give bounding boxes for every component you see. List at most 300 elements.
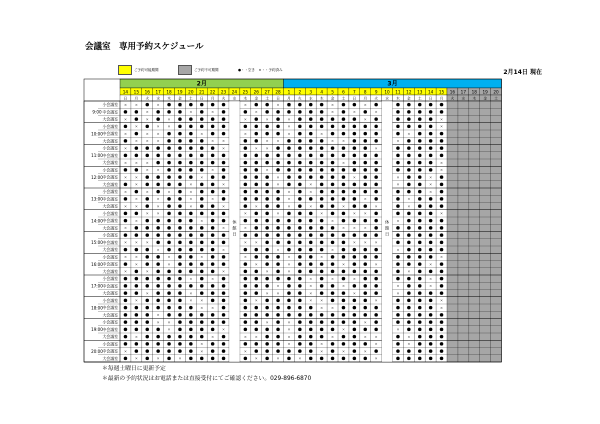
open-dot — [320, 270, 324, 274]
open-dot — [353, 204, 357, 208]
weekday-label: 火 — [298, 96, 302, 101]
reserved-mark: × — [352, 226, 356, 231]
open-dot — [244, 277, 248, 281]
open-dot — [407, 262, 411, 266]
open-dot — [309, 313, 313, 317]
room-label: 中会議室 — [102, 261, 118, 267]
open-dot — [418, 226, 422, 230]
open-dot — [364, 154, 368, 158]
open-dot — [320, 146, 324, 150]
weekday-label: 金 — [483, 96, 487, 101]
open-dot — [200, 197, 204, 201]
open-dot — [320, 168, 324, 172]
open-dot — [396, 204, 400, 208]
open-dot — [146, 342, 150, 346]
open-dot — [309, 168, 313, 172]
open-dot — [298, 154, 302, 158]
open-dot — [146, 154, 150, 158]
open-dot — [146, 197, 150, 201]
reserved-mark: × — [320, 298, 324, 303]
day-label: 23 — [220, 89, 227, 95]
room-label: 中会議室 — [102, 326, 118, 332]
open-dot — [276, 110, 280, 114]
reserved-mark: × — [211, 276, 215, 281]
reserved-mark: × — [352, 240, 356, 245]
open-dot — [374, 291, 378, 295]
open-dot — [418, 197, 422, 201]
open-dot — [189, 233, 193, 237]
day-label: 5 — [331, 89, 334, 95]
open-dot — [124, 335, 128, 339]
weekday-label: 金 — [407, 96, 411, 101]
open-dot — [200, 110, 204, 114]
open-dot — [364, 291, 368, 295]
day-label: 18 — [166, 89, 172, 95]
open-dot — [320, 291, 324, 295]
open-dot — [222, 262, 226, 266]
reserved-mark: × — [374, 334, 378, 339]
reserved-mark: × — [222, 247, 226, 252]
open-dot — [200, 226, 204, 230]
open-dot — [374, 117, 378, 121]
reserved-mark: × — [123, 204, 127, 209]
open-dot — [156, 161, 160, 165]
reserved-mark: × — [222, 146, 226, 151]
open-dot — [167, 219, 171, 223]
open-dot — [276, 125, 280, 129]
note-line: ＊毎週土曜日に更新予定 — [102, 366, 166, 372]
open-dot — [167, 270, 171, 274]
open-dot — [353, 335, 357, 339]
open-dot — [309, 175, 313, 179]
open-dot — [298, 219, 302, 223]
open-dot — [320, 125, 324, 129]
reserved-mark: × — [134, 175, 138, 180]
open-dot — [167, 299, 171, 303]
open-dot — [211, 226, 215, 230]
open-dot — [146, 284, 150, 288]
open-dot — [407, 349, 411, 353]
open-dot — [364, 125, 368, 129]
open-dot — [364, 262, 368, 266]
open-dot — [364, 357, 368, 361]
open-dot — [255, 291, 259, 295]
open-dot — [353, 313, 357, 317]
open-dot — [407, 284, 411, 288]
open-dot — [353, 262, 357, 266]
open-dot — [244, 262, 248, 266]
reserved-mark: × — [134, 139, 138, 144]
open-dot — [255, 284, 259, 288]
open-dot — [320, 110, 324, 114]
weekday-label: 水 — [232, 96, 237, 101]
open-dot — [320, 320, 324, 324]
open-dot — [287, 248, 291, 252]
open-dot — [265, 132, 269, 136]
reserved-mark: × — [320, 349, 324, 354]
open-dot — [418, 219, 422, 223]
open-dot — [244, 175, 248, 179]
reserved-mark: × — [363, 349, 367, 354]
reserved-mark: × — [265, 139, 269, 144]
reserved-mark: × — [429, 284, 433, 289]
reserved-mark: × — [396, 327, 400, 332]
room-label: 小会議室 — [102, 232, 118, 238]
open-dot — [135, 248, 139, 252]
open-dot — [418, 357, 422, 361]
room-label: 大会議室 — [102, 181, 118, 187]
open-dot — [342, 306, 346, 310]
open-dot — [222, 212, 226, 216]
open-dot — [178, 241, 182, 245]
open-dot — [189, 255, 193, 259]
open-dot — [440, 197, 444, 201]
reserved-mark: × — [440, 211, 444, 216]
reserved-mark: × — [156, 131, 160, 136]
open-dot — [135, 233, 139, 237]
reserved-mark: × — [211, 139, 215, 144]
open-dot — [429, 154, 433, 158]
open-dot — [156, 284, 160, 288]
open-dot — [418, 349, 422, 353]
open-dot — [407, 212, 411, 216]
open-dot — [298, 306, 302, 310]
open-dot — [364, 146, 368, 150]
open-dot — [211, 175, 215, 179]
weekday-label: 水 — [461, 96, 466, 101]
open-dot — [429, 335, 433, 339]
open-dot — [156, 183, 160, 187]
open-dot — [331, 342, 335, 346]
open-dot — [298, 335, 302, 339]
open-dot — [440, 183, 444, 187]
open-dot — [396, 146, 400, 150]
open-dot — [407, 306, 411, 310]
reserved-mark: × — [363, 102, 367, 107]
open-dot — [265, 349, 269, 353]
reserved-mark: × — [287, 124, 291, 129]
open-dot — [124, 183, 128, 187]
open-dot — [167, 168, 171, 172]
open-dot — [200, 313, 204, 317]
open-dot — [440, 154, 444, 158]
open-dot — [440, 342, 444, 346]
open-dot — [429, 291, 433, 295]
open-dot — [211, 349, 215, 353]
reserved-mark: × — [156, 168, 160, 173]
open-dot — [320, 335, 324, 339]
reserved-mark: × — [243, 240, 247, 245]
reserved-mark: × — [243, 226, 247, 231]
reserved-mark: × — [287, 320, 291, 325]
open-dot — [440, 328, 444, 332]
open-dot — [255, 183, 259, 187]
open-dot — [320, 226, 324, 230]
open-dot — [331, 320, 335, 324]
reserved-mark: × — [429, 276, 433, 281]
reserved-mark: × — [123, 240, 127, 245]
open-dot — [331, 284, 335, 288]
room-label: 大会議室 — [102, 334, 118, 340]
open-dot — [200, 139, 204, 143]
open-dot — [298, 349, 302, 353]
open-dot — [298, 132, 302, 136]
open-dot — [353, 357, 357, 361]
open-dot — [265, 255, 269, 259]
open-dot — [211, 117, 215, 121]
reserved-mark: × — [222, 204, 226, 209]
weekday-label: 木 — [396, 96, 400, 101]
open-dot — [287, 161, 291, 165]
open-dot — [440, 277, 444, 281]
open-dot — [331, 270, 335, 274]
open-dot — [211, 328, 215, 332]
open-dot — [124, 306, 128, 310]
open-dot — [407, 103, 411, 107]
open-dot — [374, 277, 378, 281]
reserved-mark: × — [440, 117, 444, 122]
open-dot — [331, 262, 335, 266]
open-dot — [407, 299, 411, 303]
open-dot — [255, 197, 259, 201]
open-dot — [222, 168, 226, 172]
page-title: 会議室 専用予約スケジュール — [85, 42, 204, 52]
open-dot — [364, 255, 368, 259]
open-dot — [309, 349, 313, 353]
open-dot — [156, 342, 160, 346]
open-dot — [353, 183, 357, 187]
day-label: 12 — [406, 89, 412, 95]
open-dot — [396, 154, 400, 158]
open-dot — [189, 270, 193, 274]
reserved-mark: × — [134, 197, 138, 202]
reserved-mark: × — [407, 204, 411, 209]
open-dot — [396, 299, 400, 303]
open-dot — [156, 146, 160, 150]
open-dot — [178, 190, 182, 194]
day-label: 20 — [188, 89, 194, 95]
room-label: 大会議室 — [102, 116, 118, 122]
reserved-mark: × — [331, 102, 335, 107]
reserved-mark: × — [320, 211, 324, 216]
open-dot — [167, 349, 171, 353]
reserved-mark: × — [287, 342, 291, 347]
open-dot — [320, 357, 324, 361]
open-dot — [124, 125, 128, 129]
open-dot — [200, 262, 204, 266]
open-dot — [124, 313, 128, 317]
open-dot — [211, 132, 215, 136]
open-dot — [287, 349, 291, 353]
open-dot — [189, 262, 193, 266]
open-dot — [156, 262, 160, 266]
open-dot — [124, 139, 128, 143]
open-dot — [353, 197, 357, 201]
open-dot — [353, 306, 357, 310]
day-label: 2 — [298, 89, 302, 95]
open-dot — [407, 146, 411, 150]
open-dot — [135, 284, 139, 288]
open-dot — [265, 306, 269, 310]
day-label: 10 — [384, 89, 390, 95]
open-dot — [374, 125, 378, 129]
reserved-mark: × — [222, 226, 226, 231]
room-label: 小会議室 — [102, 297, 118, 303]
open-dot — [287, 219, 291, 223]
open-dot — [189, 132, 193, 136]
open-dot — [298, 204, 302, 208]
open-dot — [331, 357, 335, 361]
open-dot — [124, 357, 128, 361]
open-dot — [309, 248, 313, 252]
reserved-mark: × — [341, 284, 345, 289]
open-dot — [287, 212, 291, 216]
reserved-mark: × — [189, 276, 193, 281]
open-dot — [135, 154, 139, 158]
open-dot — [298, 168, 302, 172]
open-dot — [276, 313, 280, 317]
open-dot — [222, 342, 226, 346]
open-dot — [178, 117, 182, 121]
reserved-mark: × — [243, 102, 247, 107]
open-dot — [189, 175, 193, 179]
open-dot — [429, 161, 433, 165]
open-dot — [374, 175, 378, 179]
open-dot — [331, 299, 335, 303]
open-dot — [364, 299, 368, 303]
open-dot — [331, 313, 335, 317]
open-dot — [407, 219, 411, 223]
open-dot — [298, 284, 302, 288]
closed-day-char: 館 — [384, 225, 390, 231]
open-dot — [364, 342, 368, 346]
reserved-mark: × — [440, 160, 444, 165]
open-dot — [298, 313, 302, 317]
reserved-mark: × — [276, 291, 280, 296]
day-label: 14 — [427, 89, 434, 95]
reserved-mark: × — [287, 197, 291, 202]
open-dot — [244, 190, 248, 194]
reserved-mark: × — [407, 342, 411, 347]
reserved-mark: × — [156, 313, 160, 318]
open-dot — [178, 219, 182, 223]
day-label: 19 — [177, 89, 183, 95]
open-dot — [276, 161, 280, 165]
open-dot — [211, 270, 215, 274]
open-dot — [156, 226, 160, 230]
open-dot — [418, 168, 422, 172]
open-dot — [342, 241, 346, 245]
day-label: 26 — [253, 89, 259, 95]
open-dot — [407, 125, 411, 129]
open-dot — [178, 291, 182, 295]
open-dot — [178, 335, 182, 339]
open-dot — [364, 175, 368, 179]
open-dot — [298, 299, 302, 303]
open-dot — [407, 175, 411, 179]
open-dot — [255, 306, 259, 310]
weekday-label: 火 — [145, 96, 150, 101]
reserved-mark: × — [222, 327, 226, 332]
reserved-mark: × — [145, 160, 149, 165]
open-dot — [298, 117, 302, 121]
open-dot — [189, 117, 193, 121]
open-dot — [276, 328, 280, 332]
open-dot — [156, 175, 160, 179]
open-dot — [418, 212, 422, 216]
open-dot — [320, 233, 324, 237]
open-dot — [156, 255, 160, 259]
weekday-label: 日 — [352, 96, 357, 101]
open-dot — [189, 335, 193, 339]
open-dot — [244, 233, 248, 237]
reserved-mark: × — [134, 218, 138, 223]
open-dot — [124, 219, 128, 223]
day-label: 16 — [144, 89, 150, 95]
reserved-mark: × — [134, 204, 138, 209]
day-label: 25 — [242, 89, 249, 95]
reserved-mark: × — [189, 298, 193, 303]
weekday-label: 月 — [134, 96, 139, 101]
open-dot — [287, 103, 291, 107]
open-dot — [287, 110, 291, 114]
open-dot — [265, 226, 269, 230]
open-dot — [440, 248, 444, 252]
reserved-mark: × — [156, 102, 160, 107]
reserved-mark: × — [243, 211, 247, 216]
reserved-mark: × — [200, 175, 204, 180]
room-label: 中会議室 — [102, 239, 118, 245]
open-dot — [342, 190, 346, 194]
open-dot — [396, 313, 400, 317]
open-dot — [124, 154, 128, 158]
open-dot — [189, 306, 193, 310]
open-dot — [298, 241, 302, 245]
open-dot — [331, 349, 335, 353]
open-dot — [276, 197, 280, 201]
open-dot — [146, 125, 150, 129]
open-dot — [309, 146, 313, 150]
open-dot — [189, 161, 193, 165]
open-dot — [265, 299, 269, 303]
open-dot — [418, 190, 422, 194]
reserved-mark: × — [123, 131, 127, 136]
open-dot — [342, 117, 346, 121]
open-dot — [265, 262, 269, 266]
reserved-mark: × — [123, 175, 127, 180]
open-dot — [178, 103, 182, 107]
reserved-mark: × — [352, 291, 356, 296]
open-dot — [276, 277, 280, 281]
reserved-mark: × — [200, 255, 204, 260]
open-dot — [211, 154, 215, 158]
open-dot — [418, 175, 422, 179]
open-dot — [222, 291, 226, 295]
open-dot — [374, 183, 378, 187]
open-dot — [124, 197, 128, 201]
open-dot — [396, 103, 400, 107]
open-dot — [167, 248, 171, 252]
open-dot — [156, 233, 160, 237]
day-label: 11 — [395, 89, 401, 95]
open-dot — [418, 117, 422, 121]
open-dot — [440, 284, 444, 288]
legend-symbols: ●・・空き ×・・予約済み — [238, 68, 283, 72]
open-dot — [374, 248, 378, 252]
open-dot — [374, 284, 378, 288]
open-dot — [396, 125, 400, 129]
reserved-mark: × — [156, 211, 160, 216]
